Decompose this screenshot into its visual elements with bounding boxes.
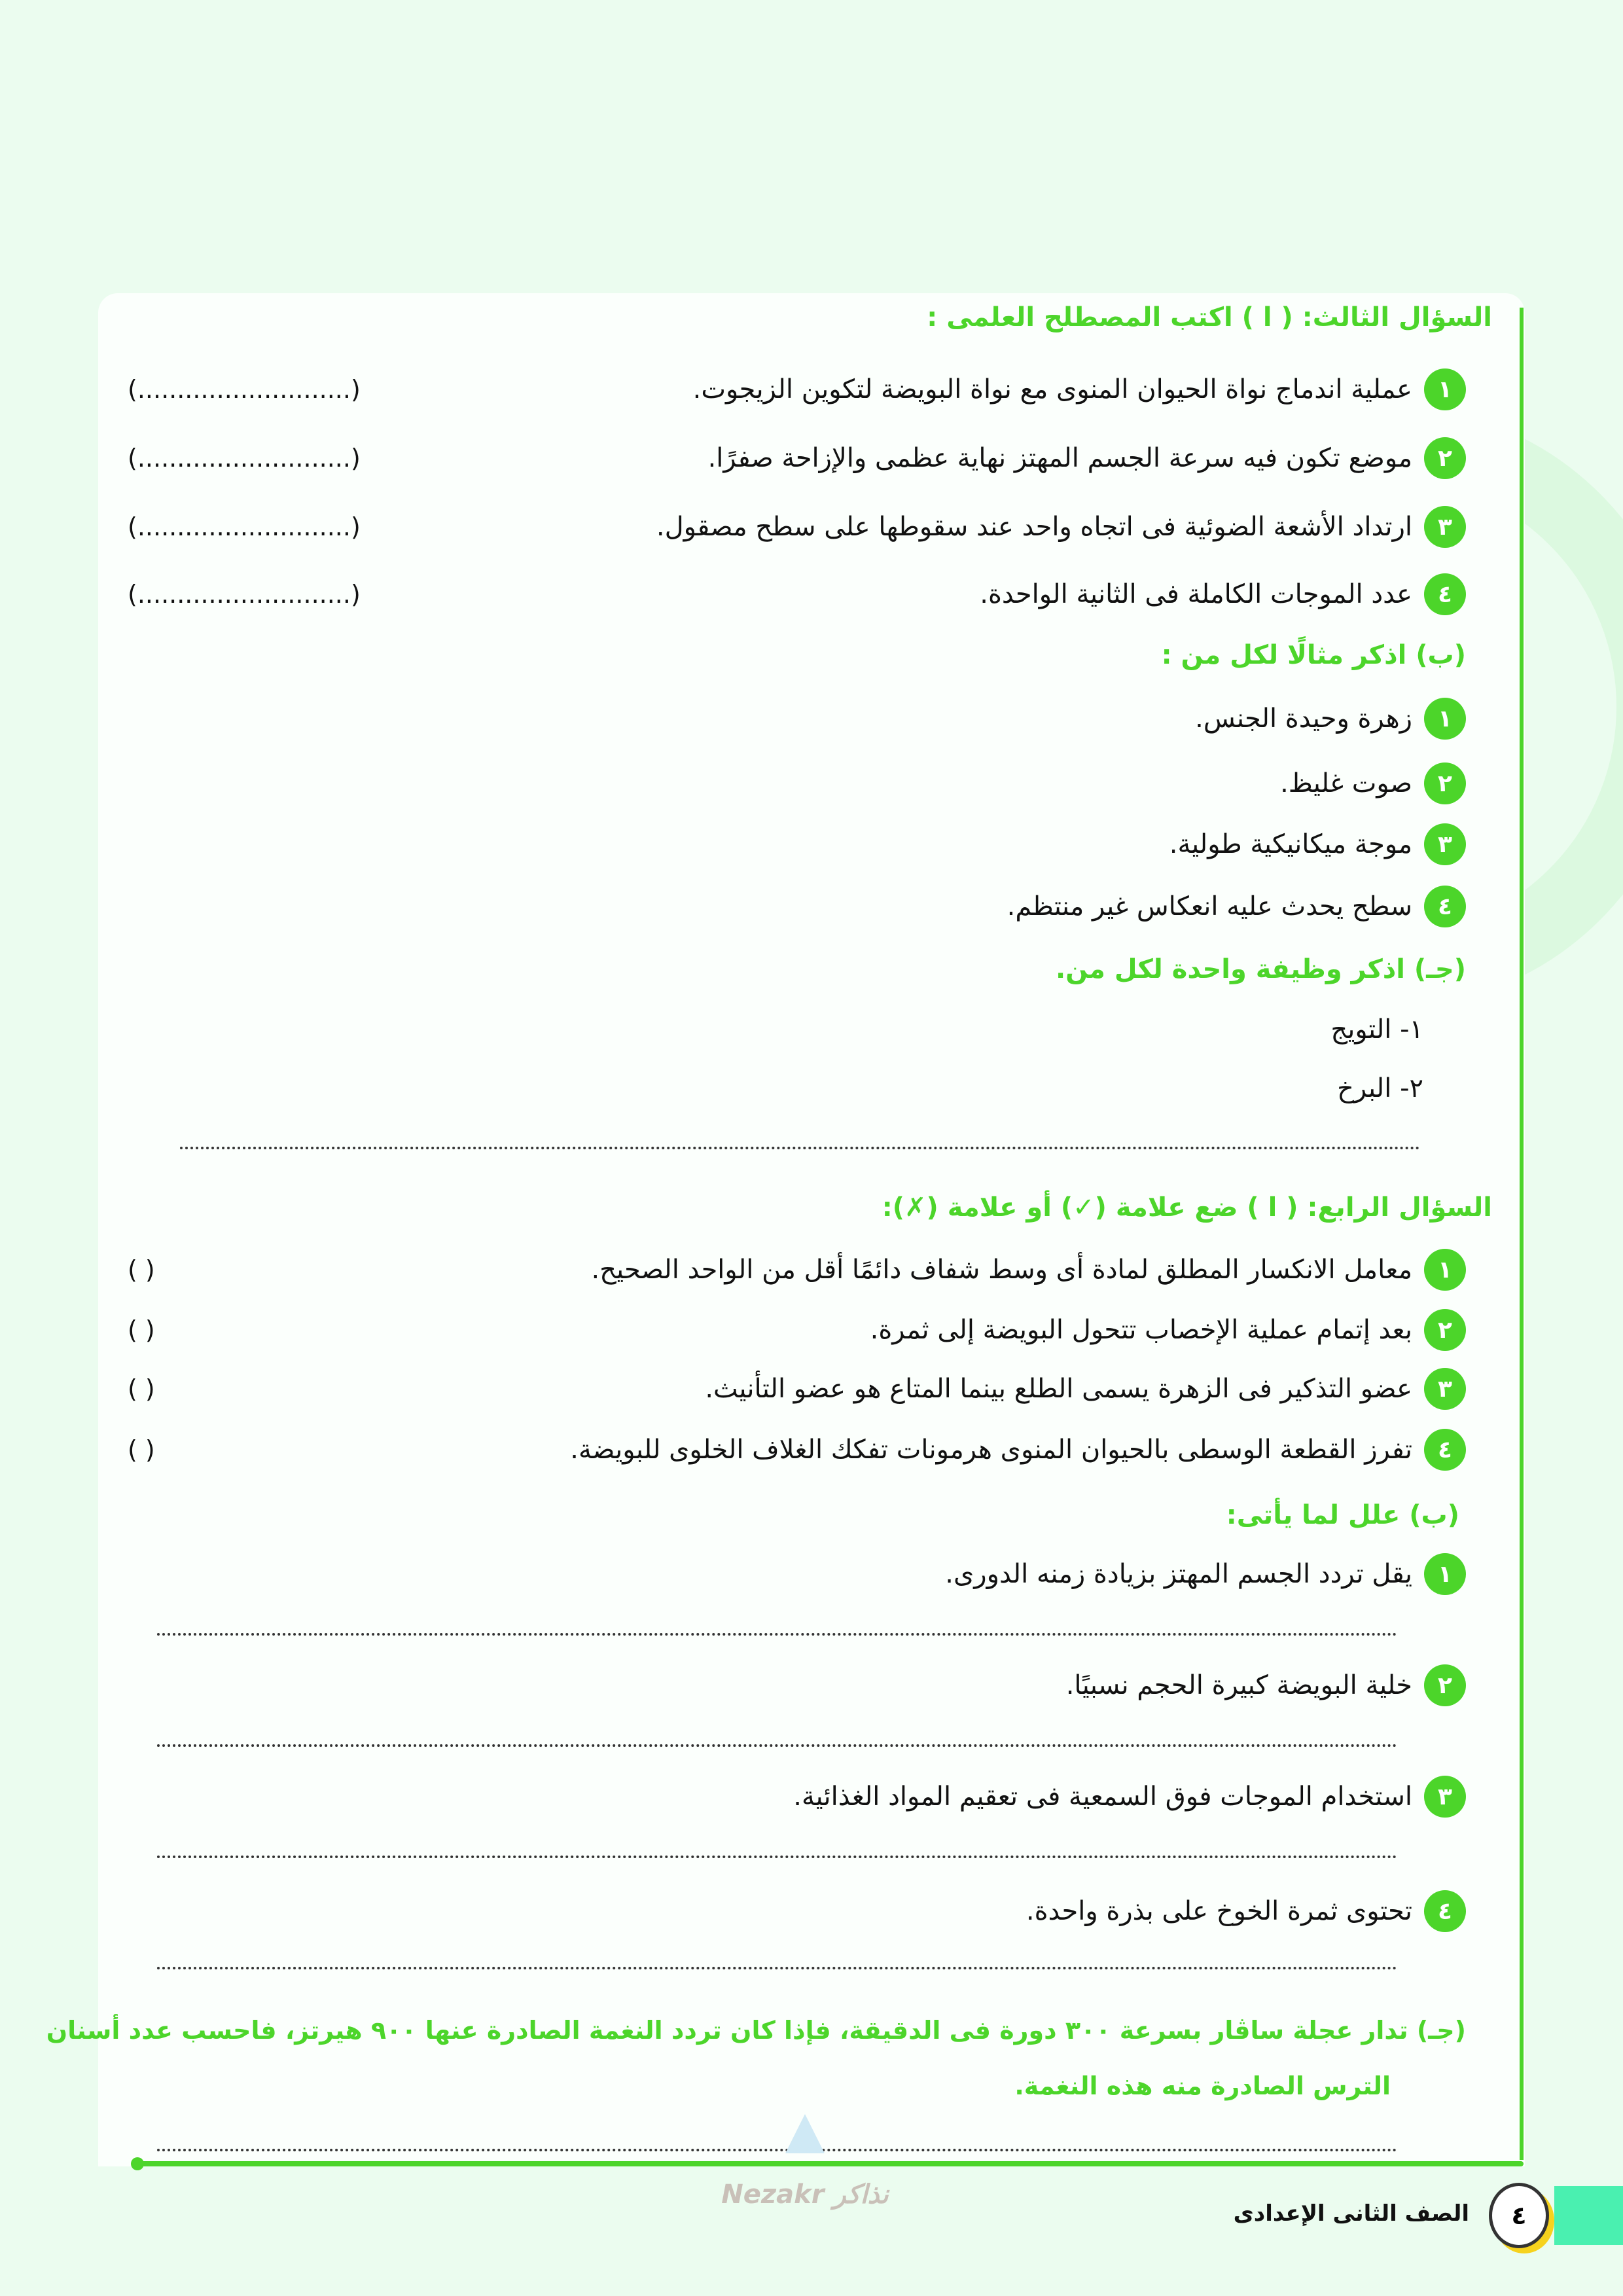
q4-b-title: (ب) علل لما يأتى:: [1226, 1500, 1459, 1530]
answer-line[interactable]: [157, 1856, 1397, 1858]
q3-item: [693, 368, 1466, 410]
q3-b-item: [1195, 698, 1466, 740]
number-badge: ٢: [1424, 1664, 1466, 1706]
item-text: تفرز القطعة الوسطى بالحيوان المنوى هرمونات تفكك الغلاف الخلوى للبويضة.: [570, 1435, 1412, 1465]
item-text: موجة ميكانيكية طولية.: [1169, 829, 1412, 859]
q3-title: السؤال الثالث: ( ا ) اكتب المصطلح العلمى :: [927, 302, 1492, 332]
number-badge: ٣: [1424, 1368, 1466, 1410]
answer-line[interactable]: [157, 1633, 1397, 1636]
q3-b-title: (ب) اذكر مثالًا لكل من :: [1161, 640, 1466, 670]
number-badge: ١: [1424, 368, 1466, 410]
item-text: تحتوى ثمرة الخوخ على بذرة واحدة.: [1026, 1896, 1412, 1926]
answer-blank[interactable]: (...........................): [128, 375, 361, 404]
q3-c-title: (جـ) اذكر وظيفة واحدة لكل من.: [1055, 954, 1466, 984]
q3-item: [980, 573, 1466, 615]
item-text: عملية اندماج نواة الحيوان المنوى مع نواة البويضة لتكوين الزيجوت.: [692, 374, 1412, 404]
q4-item: [705, 1368, 1466, 1410]
number-badge: ٢: [1424, 1309, 1466, 1351]
check-blank[interactable]: ( ): [128, 1316, 155, 1344]
item-text: سطح يحدث عليه انعكاس غير منتظم.: [1007, 891, 1412, 922]
q3-c-item: ٢- البرخ: [1337, 1073, 1423, 1103]
line-end-dot: [131, 2157, 144, 2170]
graduation-cap-icon: [785, 2114, 825, 2153]
answer-blank[interactable]: (...........................): [128, 512, 361, 541]
number-badge: ٢: [1424, 437, 1466, 479]
q4-b-item: [1026, 1890, 1466, 1932]
item-text: يقل تردد الجسم المهتز بزيادة زمنه الدورى.: [945, 1559, 1412, 1589]
answer-blank[interactable]: (...........................): [128, 444, 361, 473]
page-number: ٤: [1489, 2183, 1549, 2248]
item-text: معامل الانكسار المطلق لمادة أى وسط شفاف دائمًا أقل من الواحد الصحيح.: [591, 1255, 1412, 1285]
check-blank[interactable]: ( ): [128, 1255, 155, 1284]
number-badge: ٢: [1424, 762, 1466, 804]
q4-c-problem-cont: الترس الصادرة منه هذه النغمة.: [1014, 2072, 1391, 2100]
number-badge: ٣: [1424, 823, 1466, 865]
number-badge: ٤: [1424, 1429, 1466, 1471]
number-badge: ١: [1424, 1249, 1466, 1291]
answer-blank[interactable]: (...........................): [128, 580, 361, 609]
q4-item: [870, 1309, 1466, 1351]
q3-b-item: [1280, 762, 1466, 804]
item-text: خلية البويضة كبيرة الحجم نسبيًا.: [1065, 1670, 1412, 1700]
number-badge: ١: [1424, 698, 1466, 740]
panel-border: [1520, 308, 1524, 2160]
q4-b-item: [793, 1776, 1466, 1818]
q4-item: [570, 1429, 1466, 1471]
item-text: ارتداد الأشعة الضوئية فى اتجاه واحد عند سقوطها على سطح مصقول.: [656, 512, 1412, 542]
number-badge: ١: [1424, 1553, 1466, 1595]
answer-line[interactable]: [157, 1967, 1397, 1969]
q4-title: السؤال الرابع: ( ا ) ضع علامة (✓) أو علامة (✗):: [882, 1193, 1492, 1223]
q4-b-item: [945, 1553, 1466, 1595]
number-badge: ٤: [1424, 1890, 1466, 1932]
q3-c-item: ١- التويج: [1330, 1014, 1423, 1045]
q3-item: [656, 506, 1466, 548]
q3-b-item: [1169, 823, 1466, 865]
logo-text: Nezakr نذاكر: [721, 2179, 889, 2210]
q4-b-item: [1066, 1664, 1466, 1706]
check-blank[interactable]: ( ): [128, 1374, 155, 1403]
check-blank[interactable]: ( ): [128, 1435, 155, 1464]
number-badge: ٤: [1424, 886, 1466, 927]
number-badge: ٣: [1424, 506, 1466, 548]
item-text: عدد الموجات الكاملة فى الثانية الواحدة.: [980, 579, 1412, 609]
answer-line[interactable]: [180, 1147, 1420, 1149]
number-badge: ٣: [1424, 1776, 1466, 1818]
item-text: استخدام الموجات فوق السمعية فى تعقيم المواد الغذائية.: [793, 1782, 1412, 1812]
grade-label: الصف الثانى الإعدادى: [1233, 2200, 1469, 2227]
item-text: زهرة وحيدة الجنس.: [1195, 704, 1412, 734]
item-text: صوت غليظ.: [1280, 768, 1412, 798]
item-text: عضو التذكير فى الزهرة يسمى الطلع بينما المتاع هو عضو التأنيث.: [705, 1374, 1412, 1404]
number-badge: ٤: [1424, 573, 1466, 615]
q4-item: [591, 1249, 1466, 1291]
answer-line[interactable]: [157, 1744, 1397, 1747]
q3-item: [708, 437, 1466, 479]
item-text: موضع تكون فيه سرعة الجسم المهتز نهاية عظمى والإزاحة صفرًا.: [707, 443, 1412, 473]
q4-c-problem: (جـ) تدار عجلة ساڤار بسرعة ٣٠٠ دورة فى الدقيقة، فإذا كان تردد النغمة الصادرة عنها ٩٠٠ هيرتز، فاحسب عدد أسنان: [46, 2016, 1466, 2045]
nezakr-logo: [720, 2114, 890, 2245]
q3-b-item: [1007, 886, 1466, 927]
page-tab: [1554, 2186, 1623, 2245]
item-text: بعد إتمام عملية الإخصاب تتحول البويضة إلى ثمرة.: [870, 1315, 1412, 1345]
